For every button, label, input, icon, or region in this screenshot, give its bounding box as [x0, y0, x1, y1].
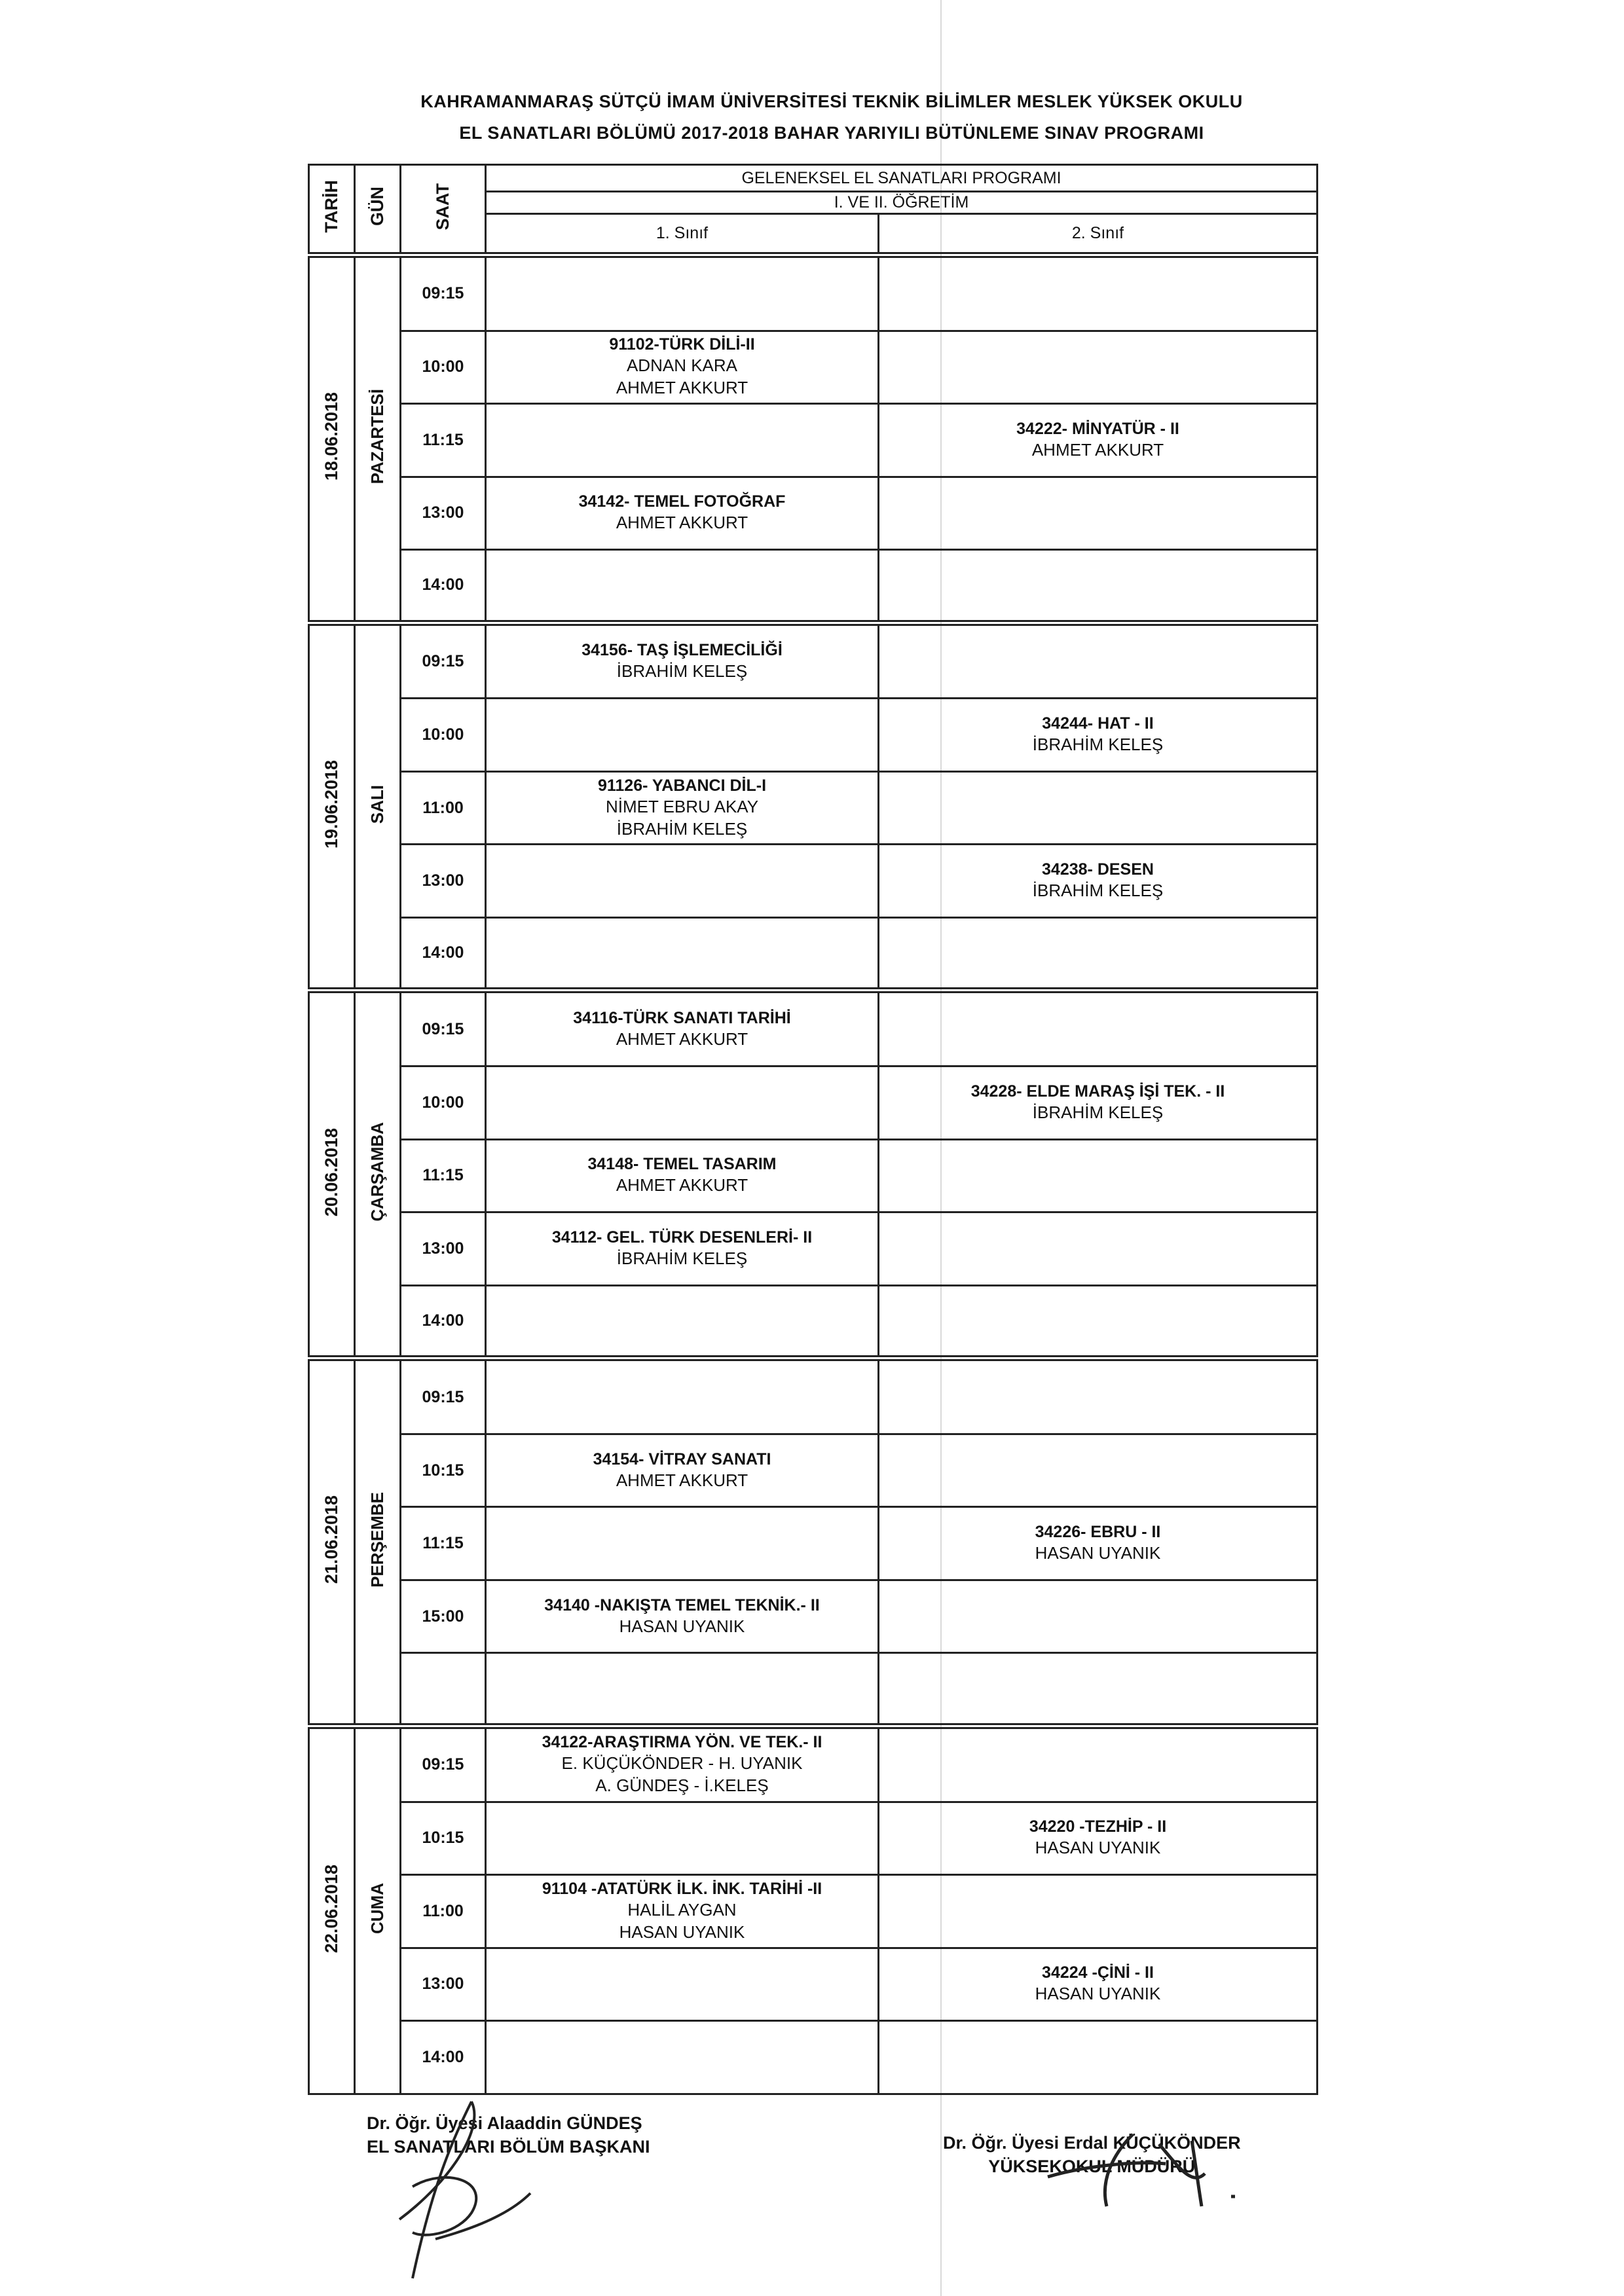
schedule-row — [309, 1212, 1318, 1286]
instructor-name: HASAN UYANIK — [619, 1616, 745, 1636]
class1-exam-cell — [486, 991, 879, 1066]
time-cell: 11:15 — [401, 1507, 486, 1580]
day-cell: PERŞEMBE — [355, 1358, 401, 1726]
class1-exam-cell — [486, 771, 879, 845]
class1-exam-cell — [486, 550, 879, 623]
instructor-name: AHMET AKKURT — [616, 378, 748, 398]
class1-exam-cell — [486, 1802, 879, 1875]
instructor-name: AHMET AKKURT — [616, 513, 748, 533]
schedule-row — [309, 917, 1318, 991]
instructor-name: HALİL AYGAN — [627, 1899, 737, 1920]
class2-exam-cell — [879, 917, 1318, 991]
class2-exam-cell — [879, 699, 1318, 772]
class1-exam-cell — [486, 2021, 879, 2094]
schedule-row — [309, 1726, 1318, 1802]
date-cell: 19.06.2018 — [309, 623, 355, 991]
day-cell: ÇARŞAMBA — [355, 991, 401, 1358]
time-cell: 14:00 — [401, 550, 486, 623]
course-name: 34148- TEMEL TASARIM — [587, 1155, 777, 1174]
date-cell: 22.06.2018 — [309, 1726, 355, 2094]
class1-exam-cell — [486, 1212, 879, 1286]
instructor-name: E. KÜÇÜKÖNDER - H. UYANIK — [561, 1753, 803, 1774]
class2-exam-cell — [879, 255, 1318, 331]
time-cell: 10:00 — [401, 1066, 486, 1140]
course-name: 34140 -NAKIŞTA TEMEL TEKNİK.- II — [544, 1595, 820, 1614]
course-name: 91126- YABANCI DİL-I — [597, 776, 767, 795]
class1-exam-cell — [486, 1066, 879, 1140]
class1-exam-cell — [486, 1507, 879, 1580]
course-name: 91102-TÜRK DİLİ-II — [609, 335, 755, 354]
date-cell: 21.06.2018 — [309, 1358, 355, 1726]
schedule-row — [309, 2021, 1318, 2094]
course-name: 34220 -TEZHİP - II — [1029, 1817, 1167, 1836]
class1-exam-cell — [486, 1653, 879, 1726]
class1-exam-cell — [486, 1358, 879, 1434]
class2-exam-cell — [879, 1875, 1318, 1948]
schedule-row — [309, 255, 1318, 331]
course-name: 34226- EBRU - II — [1035, 1523, 1161, 1542]
time-cell: 13:00 — [401, 1948, 486, 2021]
class2-exam-cell — [879, 1212, 1318, 1286]
course-name: 91104 -ATATÜRK İLK. İNK. TARİHİ -II — [542, 1879, 822, 1898]
schedule-row — [309, 404, 1318, 477]
schedule-row — [309, 477, 1318, 550]
time-cell: 14:00 — [401, 2021, 486, 2094]
class2-exam-cell — [879, 1726, 1318, 1802]
class1-exam-cell — [486, 1726, 879, 1802]
date-cell: 20.06.2018 — [309, 991, 355, 1358]
schedule-row — [309, 550, 1318, 623]
course-name: 34112- GEL. TÜRK DESENLERİ- II — [551, 1228, 813, 1247]
class2-exam-cell — [879, 2021, 1318, 2094]
right-signatory-title: YÜKSEKOKUL MÜDÜRÜ — [988, 2157, 1196, 2176]
schedule-row — [309, 1285, 1318, 1358]
header-tarih: TARİH — [309, 165, 355, 255]
instructor-name: HASAN UYANIK — [1035, 1543, 1161, 1563]
schedule-row — [309, 699, 1318, 772]
day-cell: SALI — [355, 623, 401, 991]
time-cell: 10:00 — [401, 331, 486, 404]
left-signatory-name: Dr. Öğr. Üyesi Alaaddin GÜNDEŞ — [367, 2113, 642, 2133]
program-subtitle: I. VE II. ÖĞRETİM — [486, 192, 1318, 214]
schedule-row — [309, 1875, 1318, 1948]
course-name: 34244- HAT - II — [1042, 714, 1154, 733]
class2-exam-cell — [879, 1139, 1318, 1212]
time-cell: 09:15 — [401, 623, 486, 699]
course-name: 34122-ARAŞTIRMA YÖN. VE TEK.- II — [542, 1733, 822, 1752]
time-cell: 10:00 — [401, 699, 486, 772]
class1-exam-cell — [486, 623, 879, 699]
time-cell: 09:15 — [401, 1358, 486, 1434]
class2-header: 2. Sınıf — [879, 213, 1318, 255]
class2-exam-cell — [879, 1358, 1318, 1434]
class2-exam-cell — [879, 331, 1318, 404]
course-name: 34156- TAŞ İŞLEMECİLİĞİ — [581, 640, 783, 659]
time-cell: 14:00 — [401, 917, 486, 991]
program-title: GELENEKSEL EL SANATLARI PROGRAMI — [486, 165, 1318, 192]
instructor-name: İBRAHİM KELEŞ — [1032, 1102, 1164, 1122]
course-name: 34116-TÜRK SANATI TARİHİ — [573, 1008, 791, 1027]
time-cell: 10:15 — [401, 1802, 486, 1875]
class1-exam-cell — [486, 1139, 879, 1212]
time-cell: 11:00 — [401, 771, 486, 845]
instructor-name: İBRAHİM KELEŞ — [616, 661, 748, 681]
schedule-row — [309, 1653, 1318, 1726]
class2-exam-cell — [879, 1507, 1318, 1580]
instructor-name: İBRAHİM KELEŞ — [616, 818, 748, 839]
class1-exam-cell — [486, 1948, 879, 2021]
class1-exam-cell — [486, 1434, 879, 1507]
exam-schedule-table — [308, 164, 1318, 2095]
right-signatory-name: Dr. Öğr. Üyesi Erdal KÜÇÜKÖNDER — [943, 2133, 1241, 2153]
class1-exam-cell — [486, 255, 879, 331]
instructor-name: A. GÜNDEŞ - İ.KELEŞ — [595, 1776, 769, 1796]
schedule-row — [309, 1948, 1318, 2021]
handwritten-signature-right — [1035, 2128, 1283, 2213]
class1-exam-cell — [486, 477, 879, 550]
time-cell: 11:00 — [401, 1875, 486, 1948]
schedule-row — [309, 1580, 1318, 1653]
class1-exam-cell — [486, 699, 879, 772]
instructor-name: İBRAHİM KELEŞ — [1032, 881, 1164, 901]
schedule-row — [309, 845, 1318, 918]
class1-header: 1. Sınıf — [486, 213, 879, 255]
class1-exam-cell — [486, 917, 879, 991]
time-cell: 11:15 — [401, 404, 486, 477]
instructor-name: ADNAN KARA — [626, 355, 738, 376]
course-name: 34224 -ÇİNİ - II — [1042, 1963, 1154, 1982]
class2-exam-cell — [879, 623, 1318, 699]
class2-exam-cell — [879, 1653, 1318, 1726]
schedule-row — [309, 1507, 1318, 1580]
day-cell: CUMA — [355, 1726, 401, 2094]
left-signatory-title: EL SANATLARI BÖLÜM BAŞKANI — [367, 2137, 650, 2157]
instructor-name: AHMET AKKURT — [616, 1029, 748, 1049]
instructor-name: HASAN UYANIK — [1035, 1984, 1161, 2004]
course-name: 34142- TEMEL FOTOĞRAF — [578, 492, 786, 511]
time-cell: 11:15 — [401, 1139, 486, 1212]
instructor-name: HASAN UYANIK — [1035, 1838, 1161, 1858]
time-cell: 14:00 — [401, 1285, 486, 1358]
class1-exam-cell — [486, 331, 879, 404]
schedule-row — [309, 771, 1318, 845]
class1-exam-cell — [486, 1875, 879, 1948]
course-name: 34222- MİNYATÜR - II — [1016, 419, 1179, 438]
class2-exam-cell — [879, 1580, 1318, 1653]
time-cell: 15:00 — [401, 1580, 486, 1653]
schedule-row — [309, 1066, 1318, 1140]
class1-exam-cell — [486, 1285, 879, 1358]
instructor-name: NİMET EBRU AKAY — [605, 796, 759, 816]
class2-exam-cell — [879, 477, 1318, 550]
course-name: 34228- ELDE MARAŞ İŞİ TEK. - II — [970, 1082, 1225, 1101]
class2-exam-cell — [879, 1285, 1318, 1358]
instructor-name: HASAN UYANIK — [619, 1922, 745, 1942]
class1-exam-cell — [486, 404, 879, 477]
instructor-name: İBRAHİM KELEŞ — [1032, 735, 1164, 755]
schedule-row — [309, 1802, 1318, 1875]
instructor-name: AHMET AKKURT — [1031, 439, 1164, 460]
class2-exam-cell — [879, 1802, 1318, 1875]
instructor-name: İBRAHİM KELEŞ — [616, 1248, 748, 1268]
header-gun: GÜN — [355, 165, 401, 255]
class2-exam-cell — [879, 1434, 1318, 1507]
schedule-row — [309, 623, 1318, 699]
time-cell: 09:15 — [401, 991, 486, 1066]
class1-exam-cell — [486, 845, 879, 918]
class1-exam-cell — [486, 1580, 879, 1653]
schedule-row — [309, 331, 1318, 404]
class2-exam-cell — [879, 1948, 1318, 2021]
schedule-row — [309, 991, 1318, 1066]
schedule-row — [309, 1434, 1318, 1507]
instructor-name: AHMET AKKURT — [616, 1470, 748, 1490]
class2-exam-cell — [879, 991, 1318, 1066]
document-title-line2: EL SANATLARI BÖLÜMÜ 2017-2018 BAHAR YARIYILI BÜTÜNLEME SINAV PROGRAMI — [459, 123, 1204, 143]
course-name: 34238- DESEN — [1042, 860, 1154, 879]
class2-exam-cell — [879, 550, 1318, 623]
time-cell: 13:00 — [401, 1212, 486, 1286]
class2-exam-cell — [879, 1066, 1318, 1140]
class2-exam-cell — [879, 404, 1318, 477]
instructor-name: AHMET AKKURT — [616, 1175, 748, 1195]
time-cell: 09:15 — [401, 255, 486, 331]
time-cell: 09:15 — [401, 1726, 486, 1802]
time-cell: 13:00 — [401, 845, 486, 918]
schedule-row — [309, 1139, 1318, 1212]
time-cell: 10:15 — [401, 1434, 486, 1507]
day-cell: PAZARTESİ — [355, 255, 401, 623]
schedule-row — [309, 1358, 1318, 1434]
handwritten-signature-left — [373, 2088, 557, 2291]
document-title-line1: KAHRAMANMARAŞ SÜTÇÜ İMAM ÜNİVERSİTESİ TEKNİK BİLİMLER MESLEK YÜKSEK OKULU — [420, 92, 1243, 111]
class2-exam-cell — [879, 845, 1318, 918]
time-cell — [401, 1653, 486, 1726]
class2-exam-cell — [879, 771, 1318, 845]
course-name: 34154- VİTRAY SANATI — [593, 1449, 771, 1468]
time-cell: 13:00 — [401, 477, 486, 550]
date-cell: 18.06.2018 — [309, 255, 355, 623]
header-saat: SAAT — [401, 165, 486, 255]
